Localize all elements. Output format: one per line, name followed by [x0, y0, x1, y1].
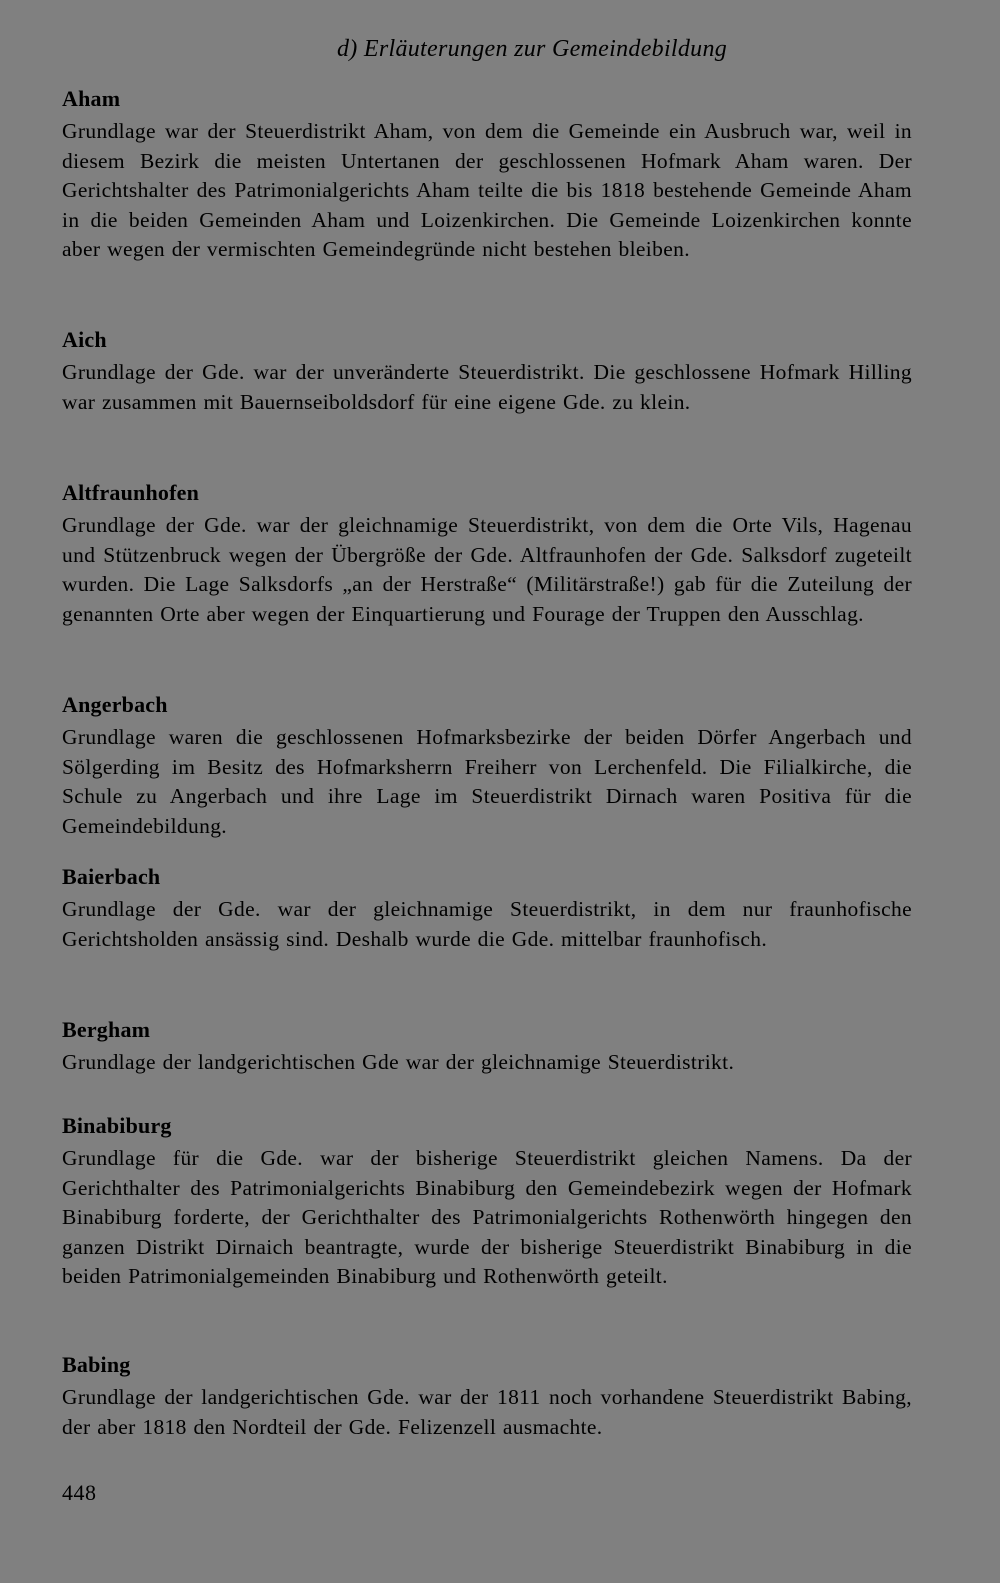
entry-text: Grundlage der landgerichtischen Gde war der gleichnamige Steuerdistrikt. — [62, 1050, 735, 1074]
entry-aich — [62, 325, 912, 417]
entry-altfraunhofen — [62, 478, 912, 629]
entry-heading: Aham — [62, 86, 121, 111]
entry-heading: Babing — [62, 1352, 131, 1377]
entry-aham — [62, 84, 912, 265]
entry-bergham — [62, 1015, 912, 1078]
entry-babing — [62, 1350, 912, 1442]
entry-heading: Bergham — [62, 1017, 151, 1042]
entry-heading: Angerbach — [62, 692, 168, 717]
entry-text: Grundlage war der Steuerdistrikt Aham, von dem die Gemeinde ein Ausbruch war, weil in diesem Bezirk die meisten Untertanen der geschlossenen Hofmark Aham waren. Der Gerichtshalter des Patrimonialgerichts Aham teilte die bis 1818 bestehende Gemeinde Aham in die beiden Gemeinden Aham und Loizenkirchen. Die Gemeinde Loizenkirchen konnte aber wegen der vermischten Gemeindegründe nicht bestehen bleiben. — [62, 119, 912, 261]
entry-angerbach — [62, 690, 912, 841]
entry-heading: Aich — [62, 327, 107, 352]
entry-heading: Baierbach — [62, 864, 161, 889]
entry-text: Grundlage der Gde. war der gleichnamige Steuerdistrikt, von dem die Orte Vils, Hagenau und Stützenbruck wegen der Übergröße der Gde. Altfraunhofen der Gde. Salksdorf zugeteilt wurden. Die Lage Salksdorfs „an der Herstraße“ (Militärstraße!) gab für die Zuteilung der genannten Orte aber wegen der Einquartierung und Fourage der Truppen den Ausschlag. — [62, 513, 912, 626]
entry-heading: Binabiburg — [62, 1113, 172, 1138]
entry-heading: Altfraunhofen — [62, 480, 200, 505]
entry-text: Grundlage der Gde. war der unveränderte Steuerdistrikt. Die geschlossene Hofmark Hilling war zusammen mit Bauernseiboldsdorf für eine eigene Gde. zu klein. — [62, 360, 912, 414]
entry-text: Grundlage für die Gde. war der bisherige Steuerdistrikt gleichen Namens. Da der Gerichthalter des Patrimonialgerichts Binabiburg den Gemeindebezirk wegen der Hofmark Binabiburg forderte, der Gerichthalter des Patrimonialgerichts Rothenwörth hingegen den ganzen Distrikt Dirnaich beantragte, wurde der bisherige Steuerdistrikt Binabiburg in die beiden Patrimonialgemeinden Binabiburg und Rothenwörth geteilt. — [62, 1146, 912, 1288]
entry-text: Grundlage waren die geschlossenen Hofmarksbezirke der beiden Dörfer Angerbach und Sölgerding im Besitz des Hofmarksherrn Freiherr von Lerchenfeld. Die Filialkirche, die Schule zu Angerbach und ihre Lage im Steuerdistrikt Dirnach waren Positiva für die Gemeindebildung. — [62, 725, 912, 838]
running-head: d) Erläuterungen zur Gemeindebildung — [337, 36, 728, 62]
entry-baierbach — [62, 862, 912, 954]
entry-text: Grundlage der landgerichtischen Gde. war der 1811 noch vorhandene Steuerdistrikt Babing, der aber 1818 den Nordteil der Gde. Felizenzell ausmachte. — [62, 1385, 912, 1439]
entry-binabiburg — [62, 1111, 912, 1292]
page-number: 448 — [62, 1480, 97, 1505]
entry-text: Grundlage der Gde. war der gleichnamige Steuerdistrikt, in dem nur fraunhofische Gerichtsholden ansässig sind. Deshalb wurde die Gde. mittelbar fraunhofisch. — [62, 897, 912, 951]
